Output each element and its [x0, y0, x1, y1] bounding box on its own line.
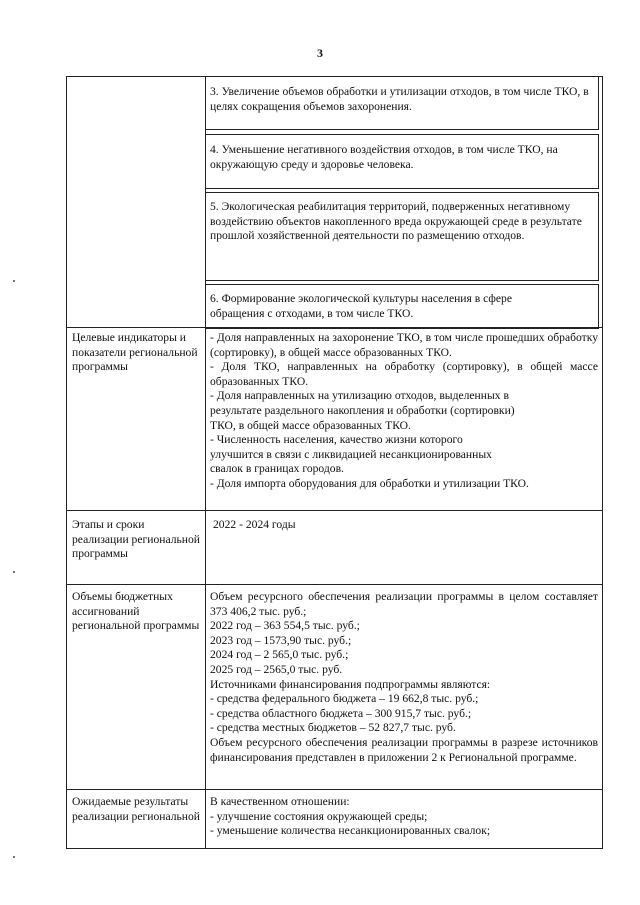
indicator-item: - Доля импорта оборудования для обработки и утилизации ТКО. — [210, 476, 529, 490]
results-intro: В качественном отношении: — [210, 795, 350, 808]
results-label: Ожидаемые результаты реализации региональной — [72, 795, 200, 823]
budget-source-local: - средства местных бюджетов – 52 827,7 тыс. руб. — [210, 721, 456, 735]
budget-total: Объем ресурсного обеспечения реализации программы в целом составляет 373 406,2 тыс. руб.; — [210, 590, 598, 618]
budget-source-federal: - средства федерального бюджета – 19 662,8 тыс. руб.; — [210, 692, 479, 706]
stages-value: 2022 - 2024 годы — [213, 518, 296, 531]
scan-speck — [13, 856, 15, 858]
goal-item-5: 5. Экологическая реабилитация территорий, подверженных негативному воздействию объектов накопленного вреда окружающей среде в результате прошлой хозяйственной деятельности по размещению отходов. — [210, 200, 582, 243]
budget-label: Объемы бюджетных ассигнований региональной программы — [72, 590, 200, 633]
goal-item-4: 4. Уменьшение негативного воздействия отходов, в том числе ТКО, на окружающую среду и здоровье человека. — [210, 143, 558, 171]
budget-sources-title: Источниками финансирования подпрограммы являются: — [210, 677, 491, 691]
scan-speck — [13, 571, 15, 573]
indicators-list — [210, 331, 598, 492]
budget-content — [210, 590, 598, 765]
budget-year-2023: 2023 год – 1573,90 тыс. руб.; — [210, 633, 352, 647]
budget-year-2022: 2022 год – 363 554,5 тыс. руб.; — [210, 619, 360, 633]
budget-breakdown: Объем ресурсного обеспечения реализации программы в разрезе источников финансирования представлен в приложении 2 к Региональной программе. — [210, 735, 598, 764]
budget-year-2025: 2025 год – 2565,0 тыс. руб. — [210, 662, 343, 676]
stages-label: Этапы и сроки реализации региональной программы — [72, 518, 200, 561]
indicator-item: - Доля ТКО, направленных на обработку (сортировку), в общей массе образованных ТКО. — [210, 360, 598, 388]
row-divider-budget — [66, 584, 603, 585]
budget-source-regional: - средства областного бюджета – 300 915,7 тыс. руб.; — [210, 706, 472, 720]
indicator-item: - Доля направленных на захоронение ТКО, в том числе прошедших обработку (сортировку), в общей массе образованных ТКО. — [210, 331, 598, 359]
indicator-item: - Доля направленных на утилизацию отходов, выделенных в результате раздельного накопления и обработки (сортировки) ТКО, в общей массе образованных ТКО. — [210, 389, 515, 432]
indicator-item: - Численность населения, качество жизни которого улучшится в связи с ликвидацией несанкционированных свалок в границах городов. — [210, 433, 492, 476]
budget-year-2024: 2024 год – 2 565,0 тыс. руб.; — [210, 648, 349, 662]
page-number: 3 — [317, 46, 323, 60]
goal-item-3: 3. Увеличение объемов обработки и утилизации отходов, в том числе ТКО, в целях сокращения объемов захоронения. — [210, 85, 589, 113]
goal-item-6: 6. Формирование экологической культуры населения в сфере обращения с отходами, в том числе ТКО. — [210, 292, 512, 320]
scan-speck — [13, 280, 15, 282]
row-divider-results — [66, 789, 603, 790]
indicators-label: Целевые индикаторы и показатели региональной программы — [72, 331, 198, 374]
results-content — [210, 795, 598, 839]
results-item: - уменьшение количества несанкционированных свалок; — [210, 824, 491, 838]
results-item: - улучшение состояния окружающей среды; — [210, 809, 428, 823]
row-divider-stages — [66, 510, 603, 511]
